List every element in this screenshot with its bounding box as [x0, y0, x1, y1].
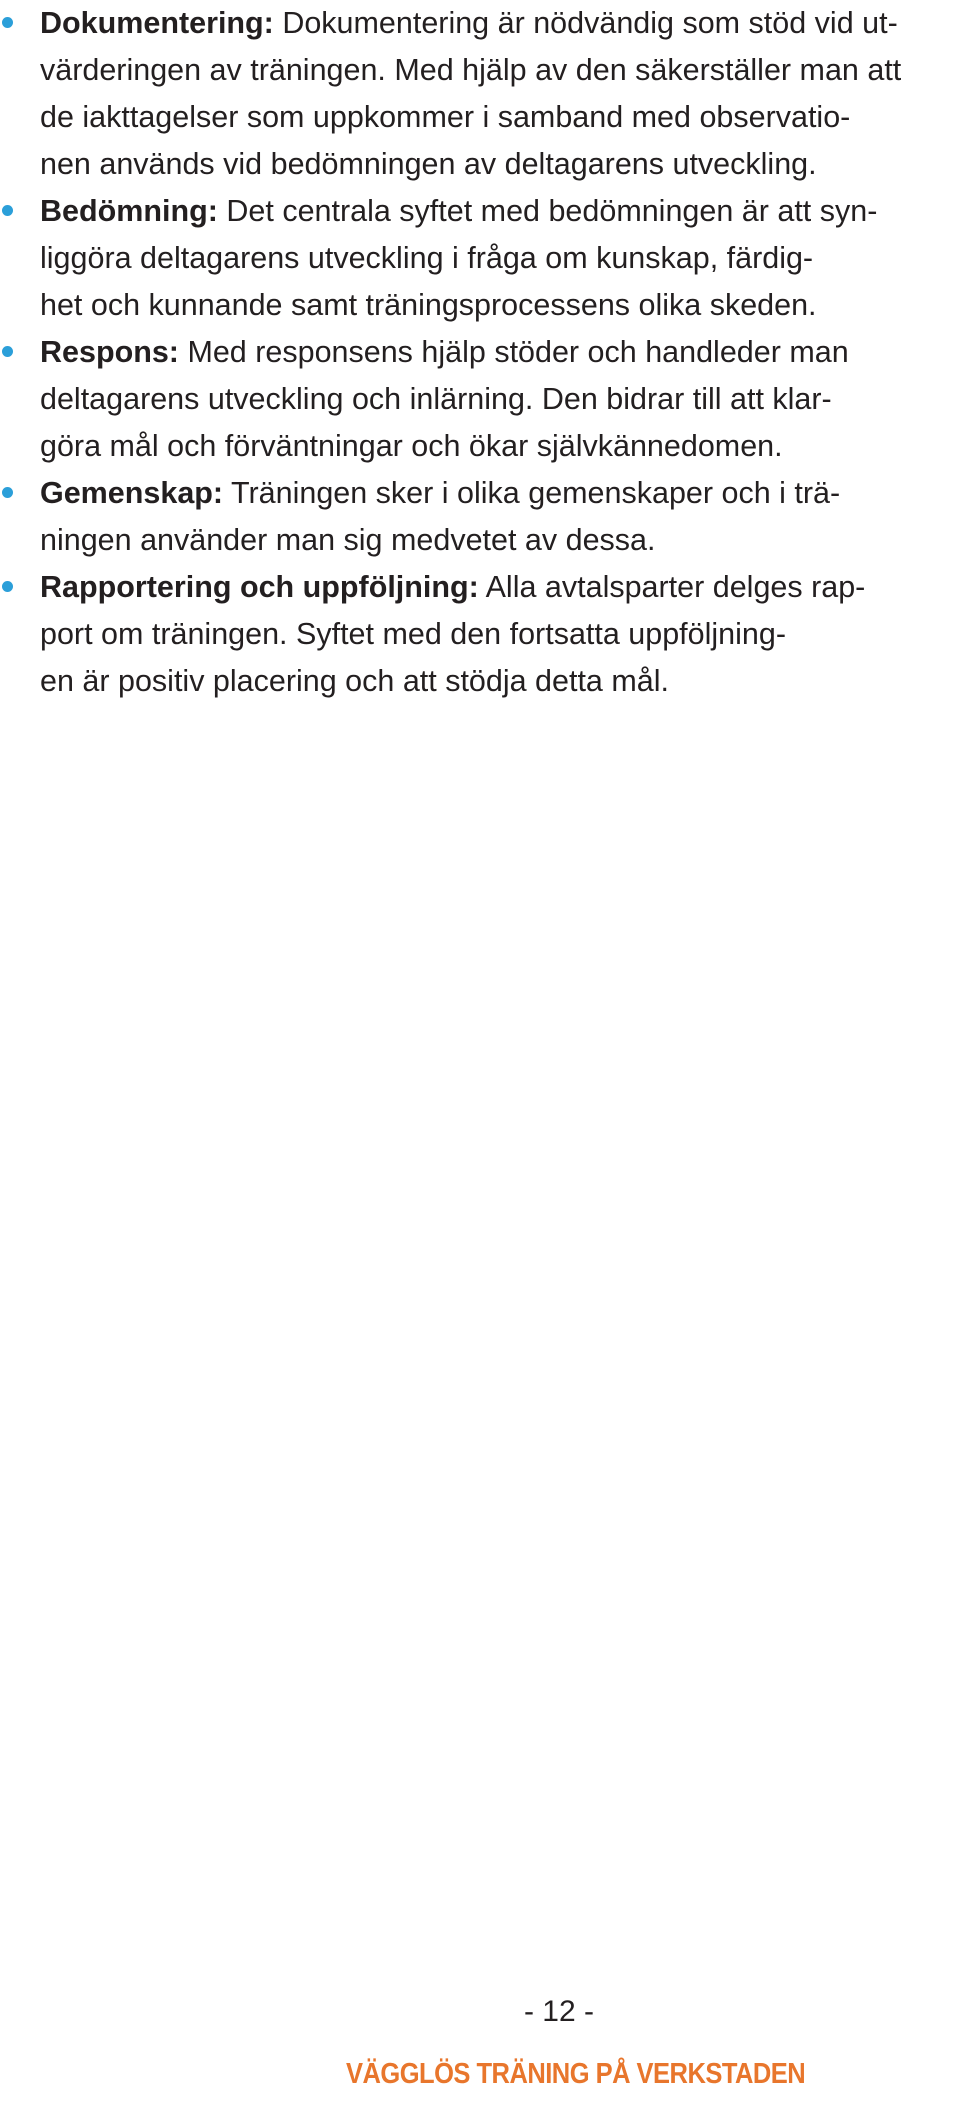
bullet-term: Rapportering och uppföljning:	[40, 570, 479, 604]
text-line: port om träningen. Syftet med den fortsatta uppföljning-	[40, 617, 786, 651]
list-item	[0, 470, 920, 564]
list-item	[0, 564, 920, 705]
bullet-dot-icon	[2, 205, 13, 216]
bullet-dot-icon	[2, 346, 13, 357]
bullet-term: Gemenskap:	[40, 476, 224, 510]
bullet-text: Alla avtalsparter delges rap-	[478, 570, 866, 604]
text-line	[40, 470, 920, 517]
bullet-text: Träningen sker i olika gemenskaper och i trä-	[223, 476, 841, 510]
text-line: en är positiv placering och att stödja detta mål.	[40, 664, 669, 698]
bullet-list	[0, 0, 920, 705]
text-line: het och kunnande samt träningsprocessens olika skeden.	[40, 288, 817, 322]
bullet-term: Dokumentering:	[40, 6, 274, 40]
text-line: värderingen av träningen. Med hjälp av den säkerställer man att	[40, 53, 902, 87]
bullet-term: Respons:	[40, 335, 179, 369]
bullet-text: Dokumentering är nödvändig som stöd vid ut-	[273, 6, 898, 40]
text-line	[40, 188, 920, 235]
text-line: ningen använder man sig medvetet av dessa.	[40, 523, 656, 557]
list-item	[0, 329, 920, 470]
text-line: liggöra deltagarens utveckling i fråga om kunskap, färdig-	[40, 241, 814, 275]
text-line: deltagarens utveckling och inlärning. Den bidrar till att klar-	[40, 382, 832, 416]
text-line: nen används vid bedömningen av deltagarens utveckling.	[40, 147, 817, 181]
bullet-text: Det centrala syftet med bedömningen är att syn-	[217, 194, 878, 228]
bullet-dot-icon	[2, 581, 13, 592]
text-line	[40, 329, 920, 376]
bullet-text: Med responsens hjälp stöder och handleder man	[178, 335, 849, 369]
page-number: - 12 -	[523, 1995, 595, 2028]
list-item	[0, 0, 920, 188]
text-line: de iakttagelser som uppkommer i samband med observatio-	[40, 100, 851, 134]
bullet-dot-icon	[2, 487, 13, 498]
list-item	[0, 188, 920, 329]
text-line: göra mål och förväntningar och ökar självkännedomen.	[40, 429, 783, 463]
text-line	[40, 564, 920, 611]
text-line	[40, 0, 920, 47]
footer-title: VÄGGLÖS TRÄNING PÅ VERKSTADEN	[346, 2058, 806, 2090]
bullet-term: Bedömning:	[40, 194, 218, 228]
bullet-dot-icon	[2, 17, 13, 28]
